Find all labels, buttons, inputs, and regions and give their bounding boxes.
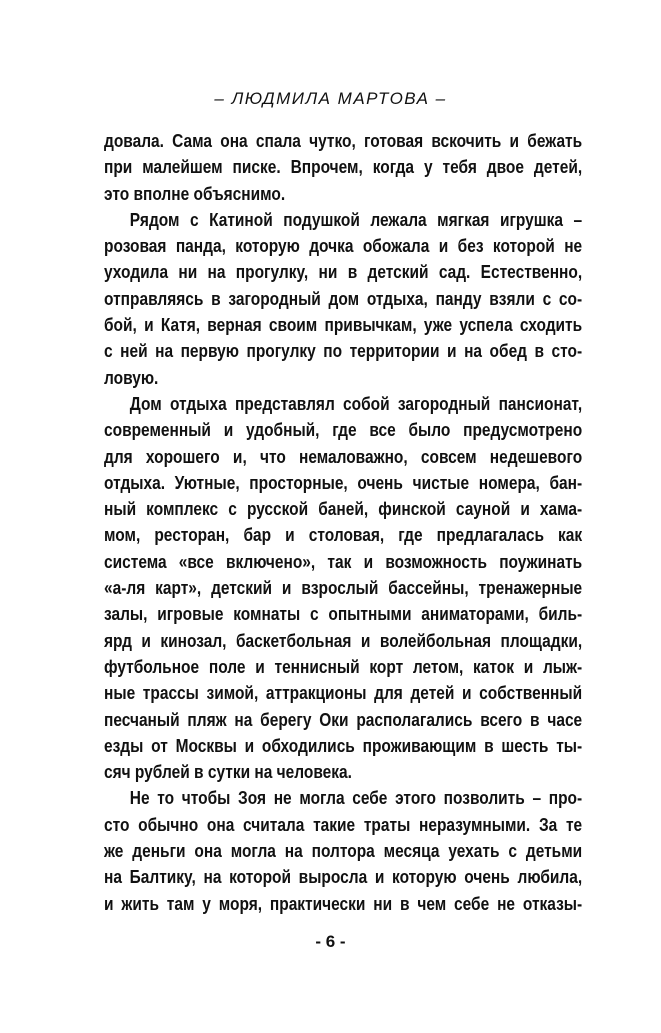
body-text xyxy=(104,128,582,917)
text-line: система «все включено», так и возможность поужинать xyxy=(104,551,583,572)
text-line: ные трассы зимой, аттракционы для детей и собственный xyxy=(104,683,583,704)
text-line: на Балтику, на которой выросла и которую очень любила, xyxy=(104,867,583,888)
text-line: сяч рублей в сутки на человека. xyxy=(104,762,352,783)
text-line: отправляясь в загородный дом отдыха, панду взяли с со- xyxy=(104,288,583,309)
text-line: отдыха. Уютные, просторные, очень чистые номера, бан- xyxy=(104,472,583,493)
text-line: езды от Москвы и обходились проживающим в шесть ты- xyxy=(104,735,583,756)
text-line: и жить там у моря, практически ни в чем себе не отказы- xyxy=(104,893,583,914)
text-line: песчаный пляж на берегу Оки располагались всего в часе xyxy=(104,709,583,730)
text-line: ловую. xyxy=(104,367,159,388)
text-line: мом, ресторан, бар и столовая, где предлагалась как xyxy=(104,525,583,546)
page-number: - 6 - xyxy=(315,932,346,951)
text-line: довала. Сама она спала чутко, готовая вскочить и бежать xyxy=(104,131,583,151)
text-line: сто обычно она считала такие траты неразумными. За те xyxy=(104,814,583,835)
text-line: Рядом с Катиной подушкой лежала мягкая игрушка – xyxy=(129,209,583,230)
text-line: с ней на первую прогулку по территории и на обед в сто- xyxy=(104,341,583,362)
text-line: современный и удобный, где все было предусмотрено xyxy=(104,420,583,441)
text-line: ный комплекс с русской баней, финской сауной и хама- xyxy=(104,499,583,520)
running-head: – ЛЮДМИЛА МАРТОВА – xyxy=(214,89,447,108)
text-line: ярд и кинозал, баскетбольная и волейбольная площадки, xyxy=(104,630,583,651)
text-line: это вполне объяснимо. xyxy=(104,183,286,204)
text-line: для хорошего и, что немаловажно, совсем недешевого xyxy=(104,446,583,467)
text-line: розовая панда, которую дочка обожала и без которой не xyxy=(104,236,583,257)
text-line: бой, и Катя, верная своим привычкам, уже успела сходить xyxy=(104,315,583,336)
text-line: «а-ля карт», детский и взрослый бассейны, тренажерные xyxy=(104,578,583,599)
text-line: Не то чтобы Зоя не могла себе этого позволить – про- xyxy=(129,788,583,809)
text-line: уходила ни на прогулку, ни в детский сад. Естественно, xyxy=(104,262,583,283)
text-line: при малейшем писке. Впрочем, когда у тебя двое детей, xyxy=(104,157,583,178)
text-line: же деньги она могла на полтора месяца уехать с детьми xyxy=(104,841,583,862)
text-line: футбольное поле и теннисный корт летом, каток и лыж- xyxy=(104,656,583,677)
text-line: Дом отдыха представлял собой загородный пансионат, xyxy=(129,393,583,414)
text-line: залы, игровые комнаты с опытными аниматорами, биль- xyxy=(104,604,583,625)
